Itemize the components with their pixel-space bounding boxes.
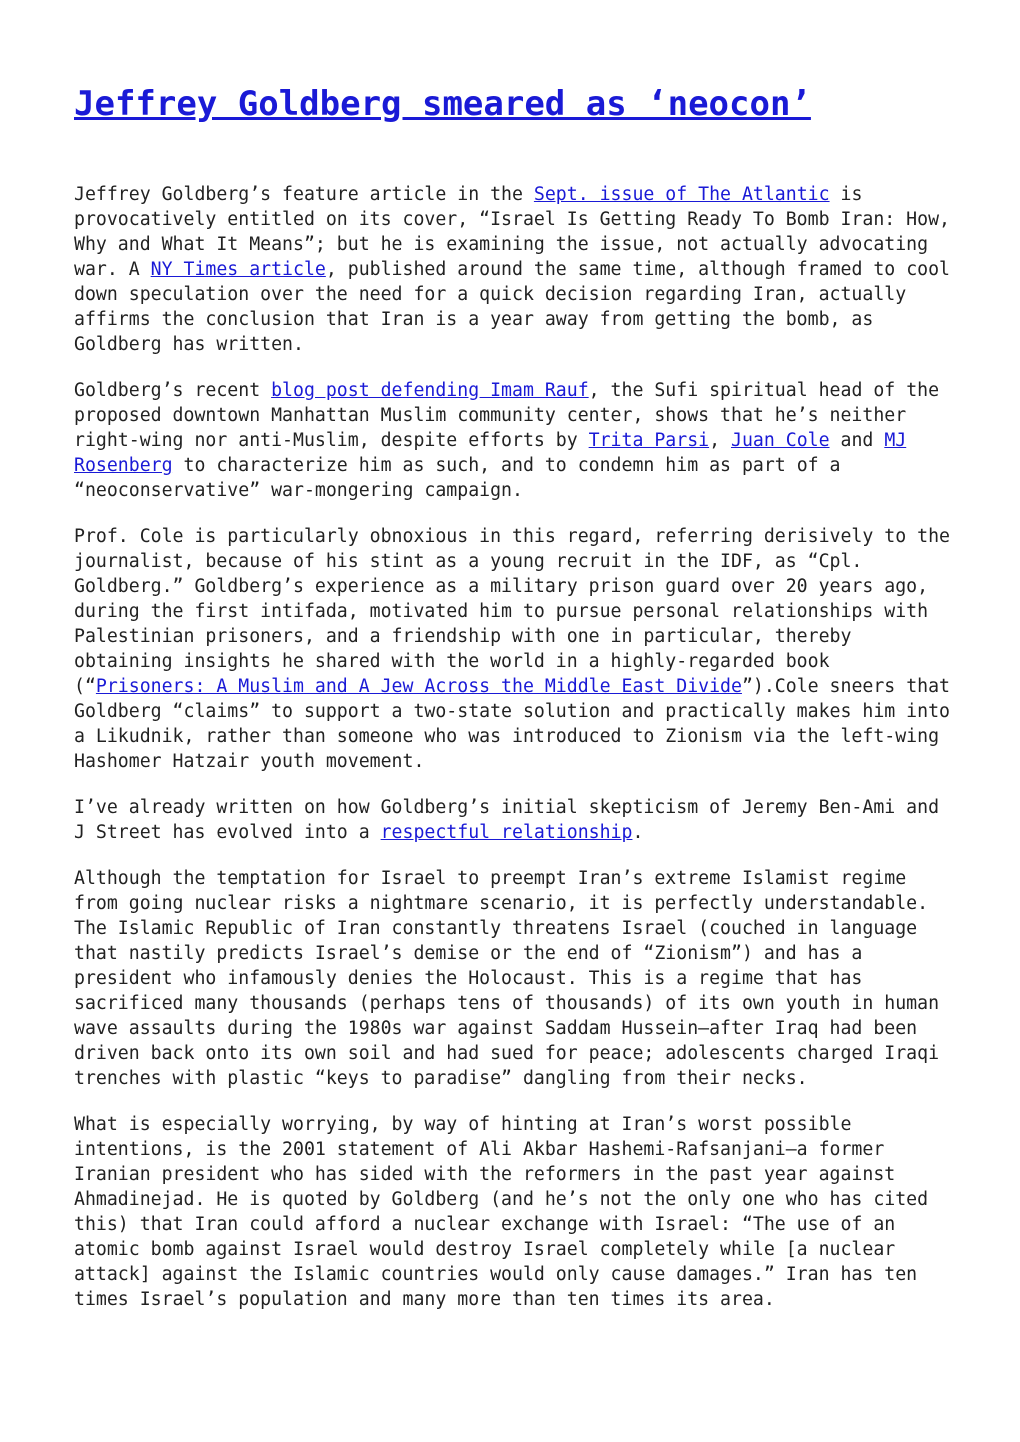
paragraph-4 [74,795,954,845]
paragraph-text: Prof. Cole is particularly obnoxious in this regard, referring derisively to the journalist, because of his stint as a young recruit in the IDF, as “Cpl. Goldberg.” Goldberg’s experience as a military prison guard over 20 years ago, during the first intifada, motivated him to pursue personal relationships with Palestinian prisoners, and a friendship with one in particular, thereby obtaining insights he shared with the world in a highly-regarded book (“ [74,526,950,697]
paragraph-text: is provocatively entitled on its cover, “Israel Is Getting Ready To Bomb Iran: How, Why and What It Means”; but he is examining the issue, not actually advocating war. A [74,184,950,280]
paragraph-3 [74,524,954,774]
paragraph-text: , the Sufi spiritual head of the proposed downtown Manhattan Muslim community center, shows that he’s neither right-wing nor anti-Muslim, despite efforts by [74,380,940,451]
article-title-link[interactable]: Jeffrey Goldberg smeared as ‘neocon’ [74,84,811,124]
atlantic-issue-link[interactable]: Sept. issue of The Atlantic [533,184,830,205]
paragraph-text: I’ve already written on how Goldberg’s initial skepticism of Jeremy Ben-Ami and J Street has evolved into a [74,797,940,843]
paragraph-2 [74,378,954,503]
paragraph-text: , [709,430,731,451]
prisoners-book-link[interactable]: Prisoners: A Muslim and A Jew Across the Middle East Divide [95,676,742,697]
paragraph-6: What is especially worrying, by way of hinting at Iran’s worst possible intentions, is the 2001 statement of Ali Akbar Hashemi-Rafsanjani—a former Iranian president who has sided with the reformers in the past year against Ahmadinejad. He is quoted by Goldberg (and he’s not the only one who has cited this) that Iran could afford a nuclear exchange with Israel: “The use of an atomic bomb against Israel would destroy Israel completely while [a nuclear attack] against the Islamic countries would only cause damages.” Iran has ten times Israel’s population and many more than ten times its area. [74,1114,929,1310]
respectful-relationship-link[interactable]: respectful relationship [380,822,633,843]
paragraph-text: Goldberg’s recent [74,380,272,401]
paragraph-1 [74,182,954,357]
imam-rauf-blog-link[interactable]: blog post defending Imam Rauf [271,380,589,401]
article [74,78,954,1333]
paragraph-text: Jeffrey Goldberg’s feature article in the [74,184,534,205]
paragraph-text: to characterize him as such, and to condemn him as part of a “neoconservative” war-mongering campaign. [74,455,841,501]
paragraph-5: Although the temptation for Israel to preempt Iran’s extreme Islamist regime from going nuclear risks a nightmare scenario, it is perfectly understandable. The Islamic Republic of Iran constantly threatens Israel (couched in language that nastily predicts Israel’s demise or the end of “Zionism”) and has a president who infamously denies the Holocaust. This is a regime that has sacrificed many thousands (perhaps tens of thousands) of its own youth in human wave assaults during the 1980s war against Saddam Hussein—after Iraq had been driven back onto its own soil and had sued for peace; adolescents charged Iraqi trenches with plastic “keys to paradise” dangling from their necks. [74,868,940,1089]
paragraph-text: . [632,822,644,843]
mj-rosenberg-link[interactable]: MJ Rosenberg [74,430,907,476]
paragraph-text: ”).Cole sneers that Goldberg “claims” to support a two-state solution and practically makes him into a Likudnik, rather than someone who was introduced to Zionism via the left-wing Hashomer Hatzair youth movement. [74,676,950,772]
paragraph-text: and [829,430,885,451]
juan-cole-link[interactable]: Juan Cole [731,430,830,451]
trita-parsi-link[interactable]: Trita Parsi [588,430,710,451]
article-title [74,78,954,130]
paragraph-text: , published around the same time, although framed to cool down speculation over the need for a quick decision regarding Iran, actually affirms the conclusion that Iran is a year away from getting the bomb, as Goldberg has written. [74,259,950,355]
nytimes-article-link[interactable]: NY Times article [150,259,326,280]
